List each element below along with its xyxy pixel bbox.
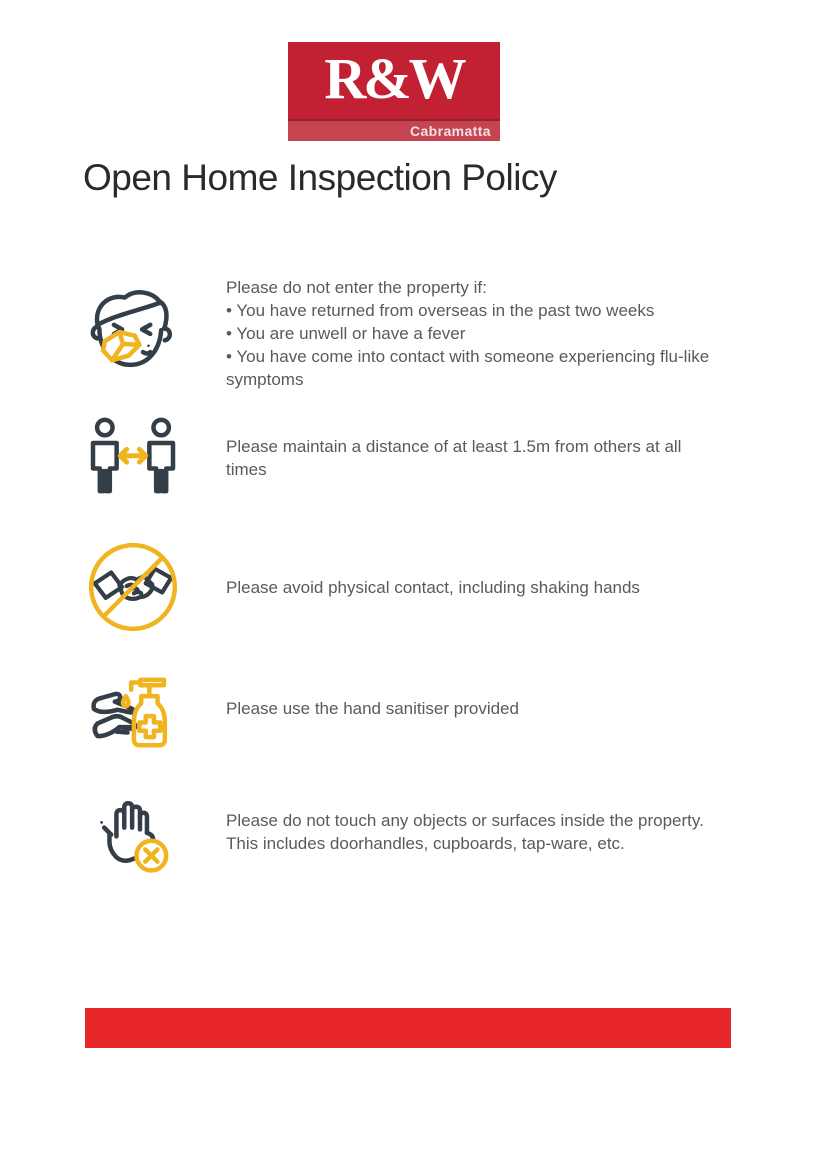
rule-row-do-not-touch — [83, 778, 730, 886]
no-handshake-icon — [83, 535, 183, 639]
rule-line: Please do not enter the property if: — [226, 277, 487, 297]
rule-row-distance — [83, 408, 730, 508]
rule-row-do-not-enter — [83, 268, 730, 398]
hand-sanitiser-icon — [83, 658, 183, 758]
rule-row-no-contact — [83, 528, 730, 646]
rule-line: • You have returned from overseas in the past two weeks — [226, 300, 655, 320]
logo-location-text: Cabramatta — [409, 123, 491, 139]
do-not-touch-icon — [83, 784, 183, 880]
logo-brand-text: R&W — [324, 45, 464, 111]
rule-line: • You are unwell or have a fever — [226, 323, 466, 343]
sneezing-person-icon — [83, 280, 183, 386]
logo — [288, 42, 500, 141]
rule-text-distance: Please maintain a distance of at least 1.5m from others at all times — [226, 437, 682, 479]
rule-text-do-not-touch: Please do not touch any objects or surfaces inside the property. This includes doorhandles, cupboards, tap-ware, etc. — [226, 811, 704, 853]
footer-accent-bar — [85, 1008, 731, 1048]
page-title: Open Home Inspection Policy — [83, 157, 557, 198]
social-distance-icon — [83, 414, 183, 502]
rule-text-no-contact: Please avoid physical contact, including shaking hands — [226, 577, 640, 597]
rule-text-do-not-enter — [226, 276, 726, 391]
logo-box — [288, 42, 500, 119]
rule-line: • You have come into contact with someone experiencing flu-like symptoms — [226, 346, 710, 389]
rule-row-sanitiser — [83, 652, 730, 764]
logo-location-band — [288, 119, 500, 141]
rule-text-sanitiser: Please use the hand sanitiser provided — [226, 698, 519, 718]
